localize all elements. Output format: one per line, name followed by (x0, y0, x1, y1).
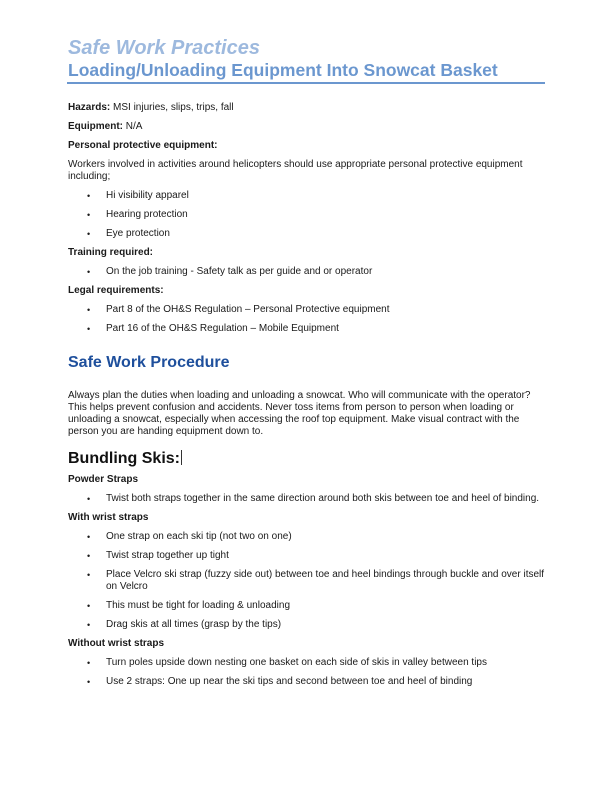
powder-straps-list (68, 493, 548, 505)
ppe-list (68, 190, 548, 240)
list-item: • Twist strap together up tight (87, 550, 229, 561)
document-page (68, 36, 548, 687)
bullet-icon: • (87, 570, 91, 580)
list-item: • Part 16 of the OH&S Regulation – Mobile Equipment (87, 323, 339, 334)
bullet-icon: • (87, 601, 91, 611)
list-item: • Part 8 of the OH&S Regulation – Personal Protective equipment (87, 304, 390, 315)
ppe-intro: Workers involved in activities around helicopters should use appropriate personal protective equipment including; (68, 159, 523, 182)
title-underline-rule (67, 82, 545, 84)
list-item: • Hi visibility apparel (87, 190, 189, 201)
bullet-icon: • (87, 305, 91, 315)
ppe-heading: Personal protective equipment: (68, 140, 218, 151)
hazards-label: Hazards: (68, 102, 111, 113)
list-item: • Drag skis at all times (grasp by the tips) (87, 619, 282, 630)
with-wrist-straps-heading: With wrist straps (68, 512, 149, 523)
training-heading: Training required: (68, 247, 154, 258)
bullet-icon: • (87, 324, 91, 334)
bullet-icon: • (87, 677, 91, 687)
bundling-skis-heading: Bundling Skis: (68, 450, 180, 467)
bullet-icon: • (87, 494, 91, 504)
document-body (68, 102, 548, 695)
list-item: • On the job training - Safety talk as per guide and or operator (87, 266, 373, 277)
legal-heading: Legal requirements: (68, 285, 164, 296)
powder-straps-heading: Powder Straps (68, 474, 139, 485)
document-subtitle: Loading/Unloading Equipment Into Snowcat Basket (68, 60, 498, 80)
without-wrist-straps-heading: Without wrist straps (68, 638, 165, 649)
list-item: • Turn poles upside down nesting one basket on each side of skis in valley between tips (87, 657, 487, 668)
list-item: • Hearing protection (87, 209, 188, 220)
training-list (68, 266, 548, 278)
bullet-icon: • (87, 191, 91, 201)
bullet-icon: • (87, 658, 91, 668)
hazards-value: MSI injuries, slips, trips, fall (110, 102, 234, 113)
bullet-icon: • (87, 267, 91, 277)
list-item: • Twist both straps together in the same direction around both skis between toe and heel of binding. (87, 493, 540, 504)
list-item: • Use 2 straps: One up near the ski tips and second between toe and heel of binding (87, 676, 473, 687)
text-cursor (181, 450, 182, 465)
hazards-line (68, 102, 548, 114)
list-item: • This must be tight for loading & unloading (87, 600, 290, 611)
list-item: • Place Velcro ski strap (fuzzy side out) between toe and heel bindings through buckle and over itself on Velcro (87, 569, 545, 592)
procedure-paragraph: Always plan the duties when loading and unloading a snowcat. Who will communicate with the operator? This helps prevent confusion and accidents. Never toss items from person to person when loading or unloading a snowcat, especially when accessing the roof top equipment. Make visual contract with the person you are handing equipment down to. (68, 390, 531, 437)
document-title: Safe Work Practices (68, 37, 260, 59)
safe-work-procedure-heading: Safe Work Procedure (68, 354, 230, 371)
equipment-value: N/A (123, 121, 143, 132)
equipment-label: Equipment: (68, 121, 123, 132)
bullet-icon: • (87, 532, 91, 542)
list-item: • One strap on each ski tip (not two on one) (87, 531, 292, 542)
bullet-icon: • (87, 620, 91, 630)
bullet-icon: • (87, 210, 91, 220)
list-item: • Eye protection (87, 228, 170, 239)
bullet-icon: • (87, 551, 91, 561)
legal-list (68, 304, 548, 335)
equipment-line (68, 121, 548, 133)
bullet-icon: • (87, 229, 91, 239)
with-wrist-straps-list (68, 531, 548, 631)
without-wrist-straps-list (68, 657, 548, 688)
